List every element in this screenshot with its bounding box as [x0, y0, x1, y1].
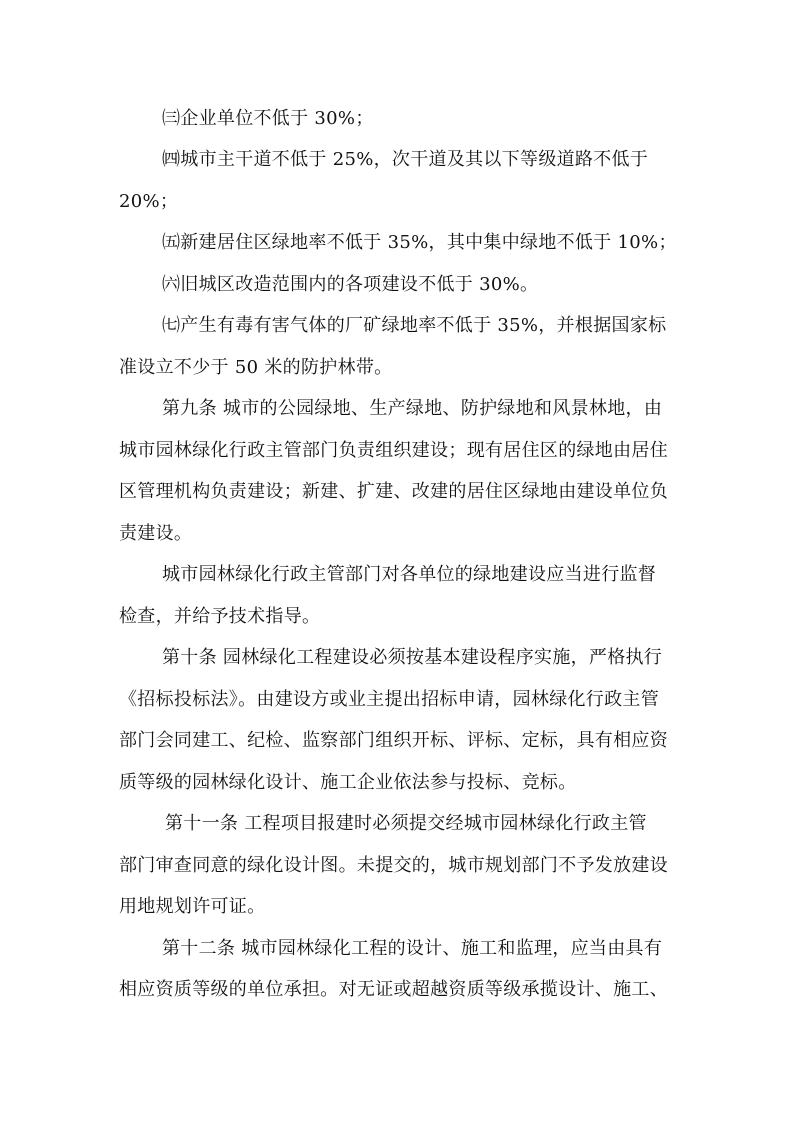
text-line: 第十二条 城市园林绿化工程的设计、施工和监理，应当由具有 — [162, 938, 663, 959]
text-line: 责建设。 — [119, 523, 193, 544]
text-line: 第九条 城市的公园绿地、生产绿地、防护绿地和风景林地，由 — [162, 398, 663, 419]
text-line: 城市园林绿化行政主管部门负责组织建设；现有居住区的绿地由居住 — [119, 440, 668, 461]
text-line: 部门审查同意的绿化设计图。未提交的，城市规划部门不予发放建设 — [119, 855, 668, 876]
text-line: 《招标投标法》。由建设方或业主提出招标申请，园林绿化行政主管 — [119, 689, 659, 710]
text-line: 准设立不少于 50 米的防护林带。 — [119, 357, 393, 378]
text-line: 20%； — [119, 191, 179, 212]
text-line: 第十条 园林绿化工程建设必须按基本建设程序实施，严格执行 — [162, 647, 663, 668]
text-line: 第十一条 工程项目报建时必须提交经城市园林绿化行政主管 — [165, 813, 647, 834]
text-line: ㈥旧城区改造范围内的各项建设不低于 30%。 — [162, 274, 539, 295]
text-line: ㈦产生有毒有害气体的厂矿绿地率不低于 35%，并根据国家标 — [162, 315, 667, 336]
text-line: 质等级的园林绿化设计、施工企业依法参与投标、竞标。 — [119, 772, 577, 793]
text-line: 城市园林绿化行政主管部门对各单位的绿地建设应当进行监督 — [162, 564, 657, 585]
text-line: 用地规划许可证。 — [119, 896, 266, 917]
text-line: 部门会同建工、纪检、监察部门组织开标、评标、定标，具有相应资 — [119, 730, 668, 751]
text-line: ㈢企业单位不低于 30%； — [162, 108, 374, 129]
text-line: ㈤新建居住区绿地率不低于 35%，其中集中绿地不低于 10%； — [162, 232, 677, 253]
text-line: 相应资质等级的单位承担。对无证或超越资质等级承揽设计、施工、 — [119, 979, 668, 1000]
text-line: 区管理机构负责建设；新建、扩建、改建的居住区绿地由建设单位负 — [119, 481, 668, 502]
text-line: 检查，并给予技术指导。 — [119, 606, 321, 627]
text-line: ㈣城市主干道不低于 25%，次干道及其以下等级道路不低于 — [162, 149, 649, 170]
